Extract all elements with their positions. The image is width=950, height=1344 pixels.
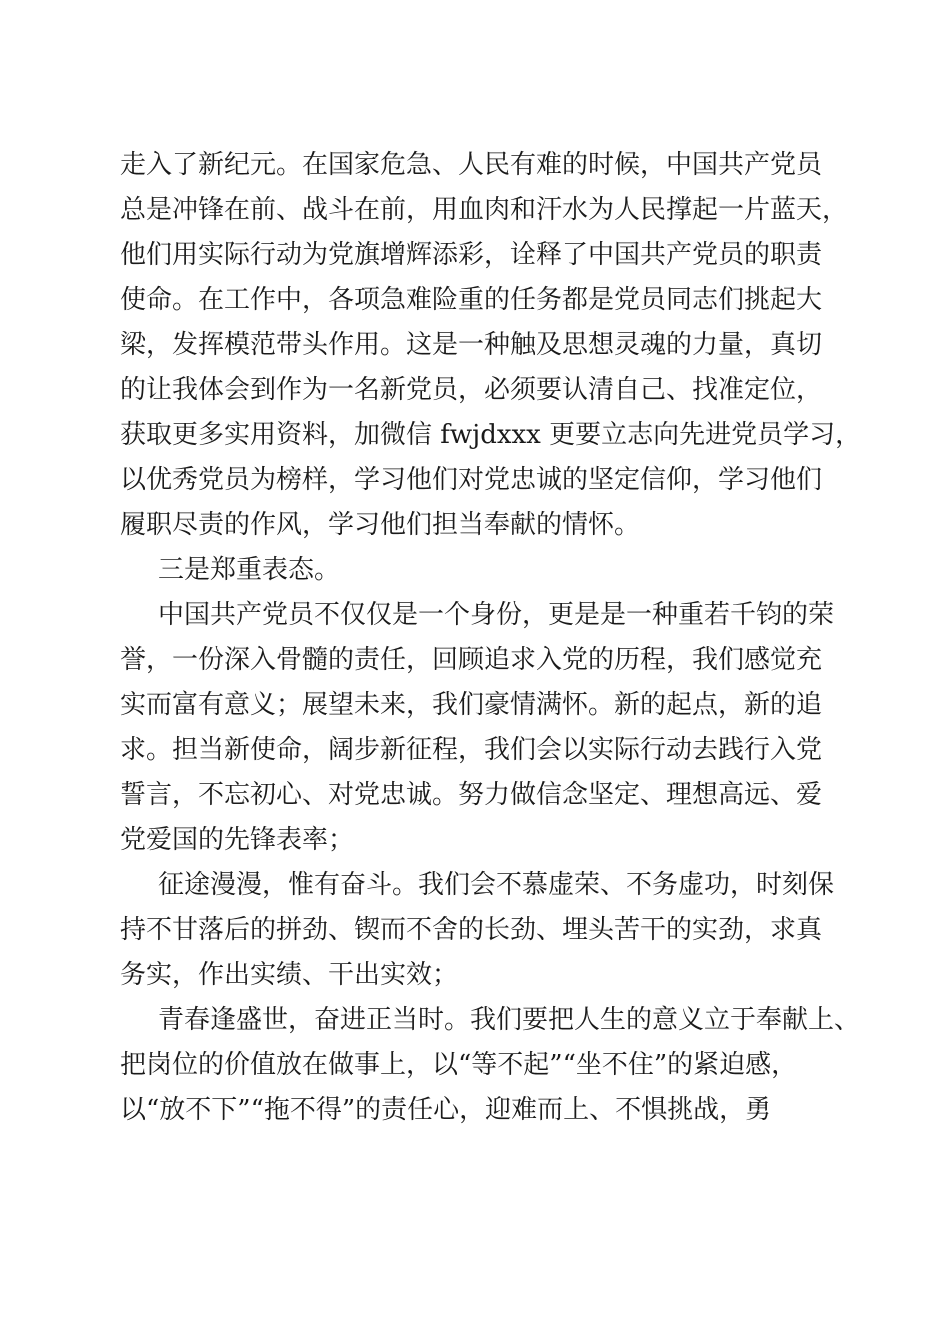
text-line-3: 他们用实际行动为党旗增辉添彩，诠释了中国共产党员的职责 bbox=[120, 240, 823, 270]
text-line-5: 梁，发挥模范带头作用。这是一种触及思想灵魂的力量，真切 bbox=[120, 330, 823, 360]
text-line-8: 以优秀党员为榜样，学习他们对党忠诚的坚定信仰，学习他们 bbox=[120, 465, 823, 495]
document-body bbox=[120, 143, 862, 1133]
text-line-13: 实而富有意义；展望未来，我们豪情满怀。新的起点，新的追 bbox=[120, 690, 823, 720]
text-line-15: 誓言，不忘初心、对党忠诚。努力做信念坚定、理想高远、爱 bbox=[120, 780, 823, 810]
text-line-11: 中国共产党员不仅仅是一个身份，更是是一种重若千钧的荣 bbox=[158, 600, 835, 630]
text-line-17: 征途漫漫，惟有奋斗。我们会不慕虚荣、不务虚功，时刻保 bbox=[158, 870, 835, 900]
text-line-9: 履职尽责的作风，学习他们担当奉献的情怀。 bbox=[120, 510, 641, 540]
text-line-20: 青春逢盛世，奋进正当时。我们要把人生的意义立于奉献上、 bbox=[158, 1005, 861, 1035]
text-line-4: 使命。在工作中，各项急难险重的任务都是党员同志们挑起大 bbox=[120, 285, 823, 315]
text-line-19: 务实，作出实绩、干出实效； bbox=[120, 960, 459, 990]
text-line-16: 党爱国的先锋表率； bbox=[120, 825, 355, 855]
text-line-12: 誉，一份深入骨髓的责任，回顾追求入党的历程，我们感觉充 bbox=[120, 645, 823, 675]
text-line-6: 的让我体会到作为一名新党员，必须要认清自己、找准定位， bbox=[120, 375, 823, 405]
text-line-7: 获取更多实用资料，加微信 fwjdxxx 更要立志向先进党员学习， bbox=[120, 420, 862, 450]
text-line-2: 总是冲锋在前、战斗在前，用血肉和汗水为人民撑起一片蓝天， bbox=[120, 195, 849, 225]
section-heading: 三是郑重表态。 bbox=[158, 555, 341, 585]
text-line-22: 以“放不下”“拖不得”的责任心，迎难而上、不惧挑战，勇 bbox=[120, 1095, 772, 1125]
text-line-21: 把岗位的价值放在做事上，以“等不起”“坐不住”的紧迫感， bbox=[120, 1050, 798, 1080]
text-line-18: 持不甘落后的拼劲、锲而不舍的长劲、埋头苦干的实劲，求真 bbox=[120, 915, 823, 945]
text-line-14: 求。担当新使命，阔步新征程，我们会以实际行动去践行入党 bbox=[120, 735, 823, 765]
text-line-1: 走入了新纪元。在国家危急、人民有难的时候，中国共产党员 bbox=[120, 150, 823, 180]
